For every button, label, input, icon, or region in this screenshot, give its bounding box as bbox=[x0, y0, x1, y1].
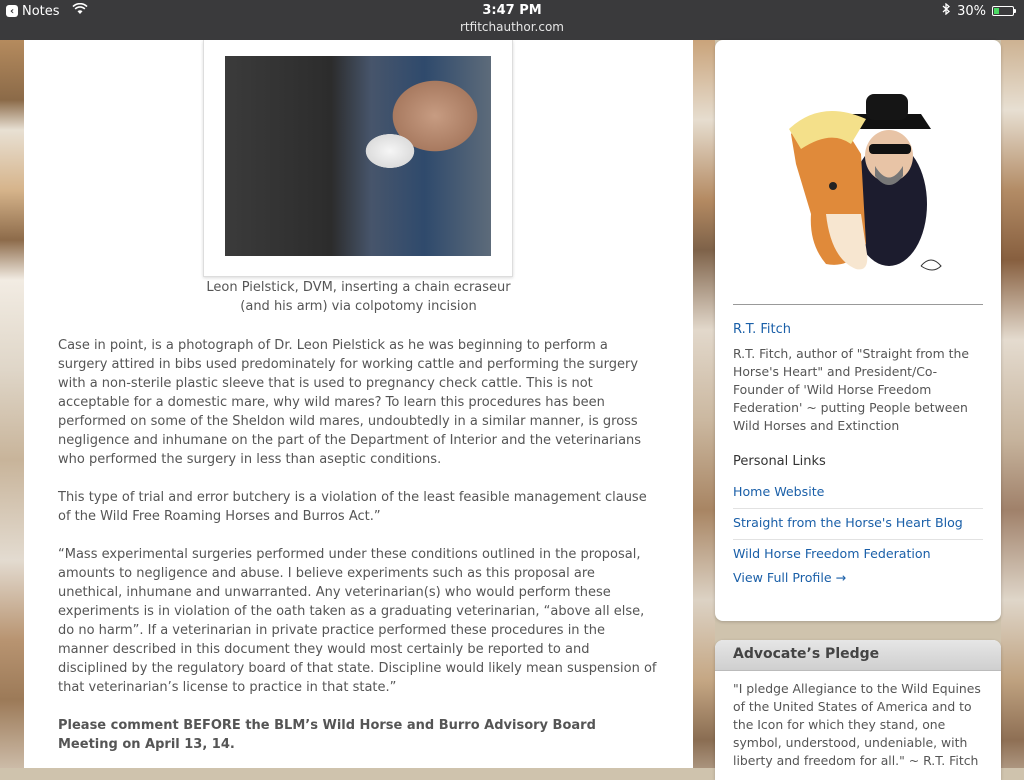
personal-links-heading: Personal Links bbox=[733, 454, 826, 469]
profile-bio: R.T. Fitch, author of "Straight from the Horse's Heart" and President/Co-Founder of 'Wild Horse Freedom Federation' ~ putting People between Wild Horses and Extinction bbox=[733, 346, 969, 433]
link-separator bbox=[733, 539, 983, 540]
background-horse-image-right bbox=[1001, 40, 1024, 768]
author-profile-widget bbox=[715, 40, 1001, 621]
background-horse-image-middle bbox=[693, 40, 715, 768]
battery-level-fill bbox=[994, 8, 999, 14]
profile-divider bbox=[733, 304, 983, 305]
article-call-to-action: Please comment BEFORE the BLM’s Wild Horse and Burro Advisory Board Meeting on April 13, 14. bbox=[58, 718, 596, 752]
link-horses-heart-blog[interactable]: Straight from the Horse's Heart Blog bbox=[733, 515, 963, 530]
back-app-label: Notes bbox=[22, 3, 60, 19]
article-paragraph-3: “Mass experimental surgeries performed under these conditions outlined in the proposal, amounts to negligence and abuse. I believe experiments such as this proposal are unethical, inhumane and unwarranted. Any veterinarian(s) who would perform these experiments is in violation of the oath taken as a graduating veterinarian, “above all else, do no harm”. If a veterinarian in private practice performed these procedures in the manner described in this document they would most certainly be reported to and disciplined by the regulatory board of that state. Discipline would likely mean suspension of that veterinarian’s license to practice in that state.” bbox=[58, 547, 657, 695]
photo-caption-line-2: (and his arm) via colpotomy incision bbox=[240, 299, 477, 314]
clock: 3:47 PM bbox=[482, 3, 542, 18]
link-separator bbox=[733, 508, 983, 509]
photo-caption bbox=[24, 278, 693, 316]
advocates-pledge-widget bbox=[715, 640, 1001, 780]
status-bar bbox=[0, 0, 1024, 40]
battery-icon bbox=[992, 6, 1014, 16]
pledge-text: "I pledge Allegiance to the Wild Equines of the United States of America and to the Icon for which they stand, one symbol, understood, undeniable, with liberty and freedom for all." ~ R.T. Fitch bbox=[733, 681, 981, 768]
battery-percent: 30% bbox=[957, 3, 986, 19]
bluetooth-icon bbox=[942, 3, 951, 19]
article-body bbox=[58, 336, 658, 768]
surgery-photo[interactable] bbox=[225, 56, 491, 256]
article-content bbox=[24, 40, 693, 768]
photo-frame bbox=[203, 40, 513, 277]
back-chevron-icon: ‹ bbox=[6, 5, 18, 17]
author-horse-illustration bbox=[771, 94, 951, 284]
address-url[interactable]: rtfitchauthor.com bbox=[460, 20, 564, 34]
background-horse-image-left bbox=[0, 40, 24, 768]
article-paragraph-2: This type of trial and error butchery is a violation of the least feasible management clause of the Wild Free Roaming Horses and Burros Act.” bbox=[58, 490, 647, 524]
pledge-header bbox=[715, 640, 1001, 671]
link-home-website[interactable]: Home Website bbox=[733, 484, 825, 499]
pledge-title: Advocate’s Pledge bbox=[733, 646, 880, 662]
article-paragraph-1: Case in point, is a photograph of Dr. Leon Pielstick as he was beginning to perform a surgery attired in bibs used predominately for working cattle and performing the surgery with a non-sterile plastic sleeve that is used to pregnancy check cattle. This is not acceptable for a domestic mare, why wild mares? To learn this procedures has been performed on some of the Sheldon wild mares, undoubtedly in a similar manner, is gross negligence and inhumane on the part of the Department of Interior and the veterinarians who performed the surgery in less than aseptic conditions. bbox=[58, 338, 642, 467]
view-full-profile-link[interactable]: View Full Profile → bbox=[733, 570, 847, 585]
status-right bbox=[942, 3, 1014, 19]
profile-name-link[interactable]: R.T. Fitch bbox=[733, 322, 791, 337]
link-wild-horse-freedom-federation[interactable]: Wild Horse Freedom Federation bbox=[733, 546, 931, 561]
photo-caption-line-1: Leon Pielstick, DVM, inserting a chain ecraseur bbox=[206, 280, 511, 295]
